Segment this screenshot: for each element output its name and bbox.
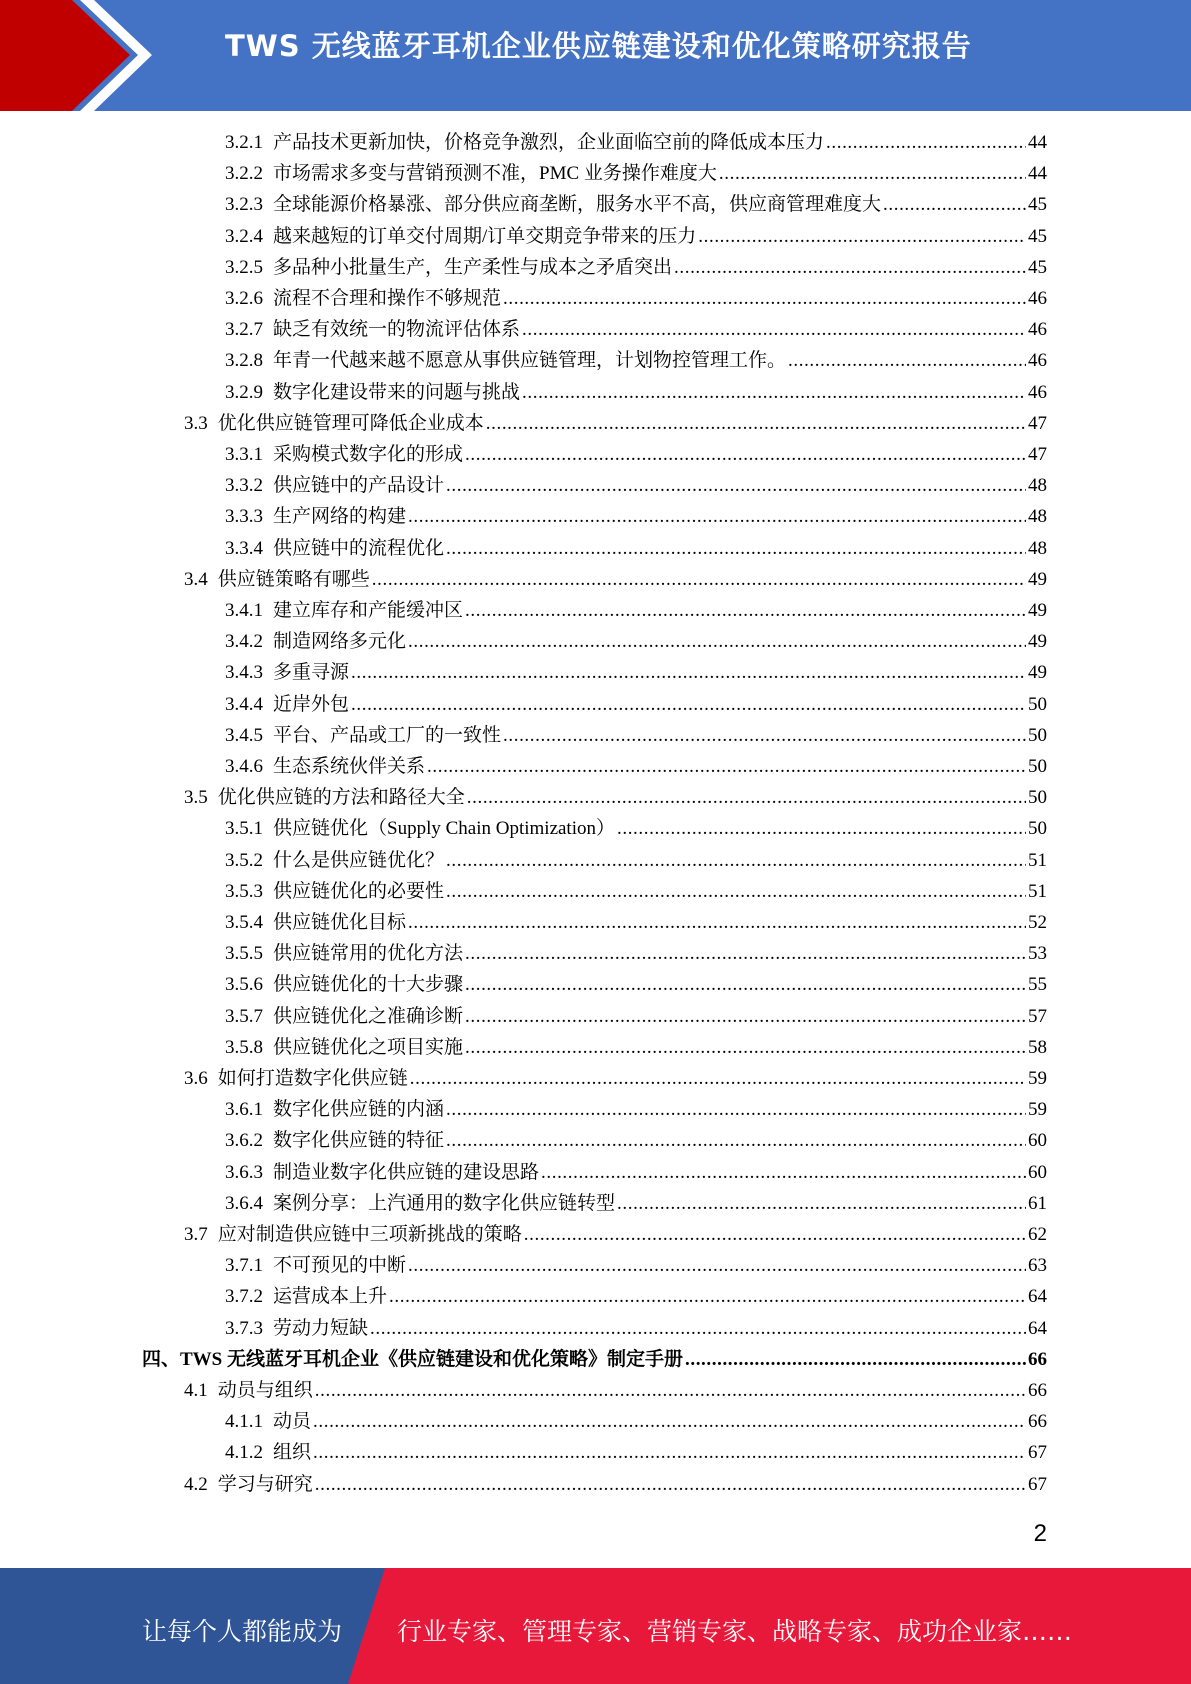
toc-dot-leader	[524, 1224, 1026, 1246]
toc-entry[interactable]	[225, 127, 1047, 158]
toc-dot-leader	[465, 1006, 1026, 1028]
toc-entry-title: 产品技术更新加快，价格竞争激烈，企业面临空前的降低成本压力	[273, 132, 825, 153]
toc-dot-leader	[446, 475, 1026, 497]
toc-entry-title: 近岸外包	[273, 693, 350, 715]
toc-entry-title: 供应链优化（Supply Chain Optimization）	[273, 818, 615, 840]
toc-entry-title: 缺乏有效统一的物流评估体系	[273, 319, 521, 341]
toc-entry-title: 制造网络多元化	[273, 631, 407, 653]
page-footer	[0, 1568, 1191, 1684]
toc-entry[interactable]	[225, 1406, 1047, 1437]
toc-entry[interactable]	[225, 221, 1047, 252]
toc-dot-leader	[465, 943, 1026, 965]
toc-entry-title: 建立库存和产能缓冲区	[273, 600, 464, 621]
toc-entry-page: 46	[1028, 319, 1047, 341]
toc-entry[interactable]	[225, 470, 1047, 501]
toc-entry[interactable]	[225, 595, 1047, 626]
toc-entry-title: 平台、产品或工厂的一致性	[273, 724, 502, 746]
toc-entry-number: 3.2.1	[225, 132, 263, 153]
toc-entry-page: 50	[1028, 724, 1047, 746]
toc-dot-leader	[315, 1474, 1026, 1496]
toc-entry-number: 3.7	[184, 1224, 208, 1245]
toc-entry-page: 44	[1028, 132, 1047, 153]
toc-entry[interactable]	[225, 1313, 1047, 1344]
toc-entry-number: 3.5.5	[225, 943, 263, 965]
toc-entry-number: 3.6.2	[225, 1130, 263, 1152]
toc-entry-page: 67	[1028, 1442, 1047, 1464]
toc-entry-number: 4.2	[184, 1473, 208, 1495]
toc-dot-leader	[351, 694, 1026, 716]
toc-entry-title: 优化供应链的方法和路径大全	[217, 787, 465, 809]
toc-entry-title: 案例分享：上汽通用的数字化供应链转型	[273, 1192, 616, 1214]
toc-entry-title: 多品种小批量生产，生产柔性与成本之矛盾突出	[273, 256, 673, 278]
toc-entry-page: 63	[1028, 1255, 1047, 1277]
toc-entry[interactable]	[225, 1157, 1047, 1188]
toc-entry[interactable]	[225, 1250, 1047, 1281]
toc-entry-title: 运营成本上升	[273, 1286, 388, 1308]
toc-entry[interactable]	[225, 283, 1047, 314]
toc-entry-number: 3.7.2	[225, 1286, 263, 1308]
toc-entry-number: 3.7.1	[225, 1255, 263, 1277]
toc-entry[interactable]	[184, 1063, 1047, 1094]
toc-entry-number: 4.1.2	[225, 1442, 263, 1464]
toc-dot-leader	[719, 163, 1026, 185]
page-number: 2	[1033, 1520, 1047, 1547]
toc-entry-page: 48	[1028, 506, 1047, 528]
toc-entry-number: 3.4.4	[225, 693, 263, 715]
toc-dot-leader	[503, 725, 1026, 747]
toc-dot-leader	[408, 912, 1026, 934]
toc-entry-title: 年青一代越来越不愿意从事供应链管理，计划物控管理工作。	[273, 350, 787, 372]
toc-entry[interactable]	[184, 1219, 1047, 1250]
toc-entry[interactable]	[225, 720, 1047, 751]
toc-dot-leader	[408, 506, 1026, 528]
toc-entry-title: 供应链优化之准确诊断	[273, 1005, 464, 1027]
toc-entry-number: 3.4.5	[225, 724, 263, 746]
toc-entry[interactable]	[225, 377, 1047, 408]
toc-entry-number: 3.5	[184, 787, 208, 809]
toc-entry[interactable]	[225, 1281, 1047, 1312]
toc-dot-leader	[465, 1037, 1026, 1059]
toc-entry-page: 51	[1028, 849, 1047, 871]
toc-entry-title: 劳动力短缺	[273, 1317, 369, 1339]
toc-entry-number: 3.4	[184, 568, 208, 590]
toc-entry-page: 51	[1028, 880, 1047, 902]
toc-entry[interactable]	[225, 345, 1047, 376]
toc-entry-number: 4.1.1	[225, 1411, 263, 1433]
toc-entry-number: 3.5.2	[225, 849, 263, 871]
toc-entry-number: 3.5.4	[225, 912, 263, 933]
footer-slogan-right: 行业专家、管理专家、营销专家、战略专家、成功企业家……	[397, 1617, 1073, 1646]
toc-entry-number: 3.3.1	[225, 444, 263, 465]
toc-entry-title: 学习与研究	[217, 1473, 313, 1495]
toc-entry-page: 55	[1028, 974, 1047, 996]
toc-entry-page: 59	[1028, 1068, 1047, 1089]
toc-dot-leader	[313, 1442, 1026, 1464]
toc-entry-page: 66	[1028, 1411, 1047, 1433]
toc-entry[interactable]	[225, 158, 1047, 189]
toc-entry-page: 48	[1028, 475, 1047, 497]
toc-dot-leader	[698, 226, 1026, 248]
toc-entry[interactable]	[225, 1094, 1047, 1125]
toc-entry-title: 供应链中的流程优化	[273, 537, 445, 559]
toc-entry-page: 52	[1028, 912, 1047, 933]
toc-entry-page: 45	[1028, 194, 1047, 216]
toc-dot-leader	[465, 974, 1026, 996]
toc-entry-page: 46	[1028, 288, 1047, 309]
toc-entry-page: 50	[1028, 693, 1047, 715]
toc-entry[interactable]	[225, 689, 1047, 720]
toc-dot-leader	[427, 756, 1026, 778]
toc-entry-number: 3.4.6	[225, 756, 263, 777]
toc-entry-page: 44	[1028, 163, 1047, 185]
toc-entry-page: 62	[1028, 1224, 1047, 1245]
toc-entry-number: 3.2.6	[225, 288, 263, 309]
toc-entry-number: 3.5.7	[225, 1005, 263, 1027]
toc-entry-number: 3.6.1	[225, 1099, 263, 1121]
toc-entry-title: 如何打造数字化供应链	[217, 1068, 408, 1089]
toc-entry[interactable]	[184, 1469, 1047, 1500]
toc-entry[interactable]	[225, 907, 1047, 938]
toc-entry-number: 3.4.2	[225, 631, 263, 653]
toc-entry-title: 供应链策略有哪些	[217, 568, 370, 590]
toc-entry-page: 47	[1028, 444, 1047, 465]
toc-entry-number: 3.7.3	[225, 1317, 263, 1339]
toc-entry[interactable]	[225, 751, 1047, 782]
toc-entry-number: 3.2.3	[225, 194, 263, 216]
toc-entry-number: 3.2.9	[225, 381, 263, 403]
toc-entry-title: 应对制造供应链中三项新挑战的策略	[217, 1224, 522, 1245]
toc-entry-title: 供应链优化的必要性	[273, 880, 445, 902]
toc-entry-page: 46	[1028, 350, 1047, 372]
toc-entry[interactable]	[225, 189, 1047, 220]
toc-entry[interactable]	[225, 938, 1047, 969]
toc-dot-leader	[486, 413, 1026, 435]
toc-dot-leader	[446, 538, 1026, 560]
toc-entry-title: 动员	[273, 1411, 312, 1433]
toc-dot-leader	[788, 350, 1026, 372]
toc-entry-page: 57	[1028, 1005, 1047, 1027]
toc-entry-page: 45	[1028, 225, 1047, 247]
toc-entry-number: 3.2.4	[225, 225, 263, 247]
toc-entry-number: 3.3.4	[225, 537, 263, 559]
toc-entry[interactable]	[225, 1001, 1047, 1032]
toc-entry[interactable]	[225, 1032, 1047, 1063]
toc-entry-title: 制造业数字化供应链的建设思路	[273, 1161, 540, 1183]
toc-entry-title: 多重寻源	[273, 662, 350, 684]
toc-dot-leader	[467, 787, 1026, 809]
toc-entry[interactable]	[225, 1188, 1047, 1219]
toc-dot-leader	[315, 1380, 1026, 1402]
toc-entry-title: 数字化供应链的内涵	[273, 1099, 445, 1121]
toc-entry-page: 50	[1028, 818, 1047, 840]
toc-dot-leader	[465, 444, 1026, 466]
toc-entry-title: 不可预见的中断	[273, 1255, 407, 1277]
toc-entry-page: 61	[1028, 1192, 1047, 1214]
toc-entry[interactable]	[225, 439, 1047, 470]
toc-dot-leader	[408, 631, 1026, 653]
toc-entry-number: 3.5.3	[225, 880, 263, 902]
toc-entry-title: 越来越短的订单交付周期/订单交期竞争带来的压力	[273, 225, 697, 247]
toc-entry-title: 生态系统伙伴关系	[273, 756, 426, 777]
toc-entry-title: 供应链中的产品设计	[273, 475, 445, 497]
toc-entry-page: 67	[1028, 1473, 1047, 1495]
toc-dot-leader	[674, 257, 1026, 279]
toc-entry[interactable]	[184, 782, 1047, 813]
toc-entry[interactable]	[225, 533, 1047, 564]
toc-entry-number: 3.4.3	[225, 662, 263, 684]
toc-entry-title: 全球能源价格暴涨、部分供应商垄断，服务水平不高，供应商管理难度大	[273, 194, 882, 216]
toc-entry-number: 3.5.8	[225, 1036, 263, 1058]
toc-entry-page: 47	[1028, 412, 1047, 434]
toc-dot-leader	[446, 1099, 1026, 1121]
toc-entry[interactable]	[184, 408, 1047, 439]
toc-dot-leader	[617, 1193, 1026, 1215]
toc-dot-leader	[351, 662, 1026, 684]
toc-dot-leader	[883, 194, 1026, 216]
toc-entry[interactable]	[225, 501, 1047, 532]
toc-entry[interactable]	[225, 252, 1047, 283]
toc-entry-title: 供应链优化目标	[273, 912, 407, 933]
toc-entry-page: 50	[1028, 787, 1047, 809]
toc-dot-leader	[408, 1255, 1026, 1277]
toc-entry-page: 49	[1028, 631, 1047, 653]
toc-entry[interactable]	[225, 813, 1047, 844]
toc-dot-leader	[617, 818, 1026, 840]
toc-entry-page: 59	[1028, 1099, 1047, 1121]
toc-dot-leader	[372, 569, 1026, 591]
toc-entry-number: 3.2.8	[225, 350, 263, 372]
toc-dot-leader	[465, 600, 1026, 622]
toc-entry-title: 四、TWS 无线蓝牙耳机企业《供应链建设和优化策略》制定手册	[142, 1348, 683, 1370]
toc-entry-title: 供应链常用的优化方法	[273, 943, 464, 965]
toc-entry[interactable]	[225, 626, 1047, 657]
toc-entry-page: 50	[1028, 756, 1047, 777]
toc-entry[interactable]	[225, 969, 1047, 1000]
toc-entry-number: 3.2.2	[225, 163, 263, 185]
toc-entry-page: 64	[1028, 1317, 1047, 1339]
toc-entry[interactable]	[225, 845, 1047, 876]
toc-entry-page: 66	[1028, 1380, 1047, 1401]
toc-dot-leader	[446, 1130, 1026, 1152]
toc-entry-title: 供应链优化之项目实施	[273, 1036, 464, 1058]
toc-entry[interactable]	[225, 1125, 1047, 1156]
toc-entry-title: 什么是供应链优化？	[273, 849, 445, 871]
toc-entry-page: 58	[1028, 1036, 1047, 1058]
toc-entry-number: 3.4.1	[225, 600, 263, 621]
toc-entry-number: 3.2.5	[225, 256, 263, 278]
toc-entry[interactable]	[225, 876, 1047, 907]
toc-entry-number: 3.3	[184, 412, 208, 434]
toc-entry-page: 53	[1028, 943, 1047, 965]
footer-slogan-left: 让每个人都能成为	[142, 1617, 343, 1646]
toc-entry-number: 3.5.1	[225, 818, 263, 840]
toc-entry-number: 3.6	[184, 1068, 208, 1089]
toc-dot-leader	[446, 850, 1026, 872]
toc-entry-page: 60	[1028, 1130, 1047, 1152]
toc-entry-title: 数字化供应链的特征	[273, 1130, 445, 1152]
toc-entry-title: 数字化建设带来的问题与挑战	[273, 381, 521, 403]
toc-entry-title: 组织	[273, 1442, 312, 1464]
page-header	[0, 0, 1191, 111]
toc-entry-page: 60	[1028, 1161, 1047, 1183]
toc-entry-number: 3.6.3	[225, 1161, 263, 1183]
toc-dot-leader	[370, 1318, 1026, 1340]
toc-dot-leader	[826, 132, 1026, 154]
toc-entry-page: 64	[1028, 1286, 1047, 1308]
toc-entry-page: 66	[1028, 1348, 1047, 1370]
toc-entry[interactable]	[225, 1437, 1047, 1468]
toc-dot-leader	[541, 1162, 1026, 1184]
header-title: TWS 无线蓝牙耳机企业供应链建设和优化策略研究报告	[225, 29, 972, 63]
toc-entry[interactable]	[142, 1344, 1047, 1375]
toc-dot-leader	[522, 319, 1026, 341]
toc-entry-title: 动员与组织	[217, 1380, 313, 1401]
toc-entry[interactable]	[225, 657, 1047, 688]
toc-entry-title: 优化供应链管理可降低企业成本	[217, 412, 484, 434]
toc-entry-number: 3.5.6	[225, 974, 263, 996]
toc-entry-page: 49	[1028, 600, 1047, 621]
toc-entry-page: 46	[1028, 381, 1047, 403]
toc-entry-page: 48	[1028, 537, 1047, 559]
toc-entry-number: 3.3.2	[225, 475, 263, 497]
toc-entry-page: 49	[1028, 568, 1047, 590]
toc-entry[interactable]	[225, 314, 1047, 345]
toc-entry-number: 3.2.7	[225, 319, 263, 341]
toc-dot-leader	[313, 1411, 1026, 1433]
toc-entry-number: 3.3.3	[225, 506, 263, 528]
toc-dot-leader	[685, 1349, 1026, 1371]
toc-entry-title: 流程不合理和操作不够规范	[273, 288, 502, 309]
toc-entry[interactable]	[184, 564, 1047, 595]
toc-dot-leader	[389, 1286, 1026, 1308]
toc-entry-page: 45	[1028, 256, 1047, 278]
toc-entry-number: 3.6.4	[225, 1192, 263, 1214]
toc-entry-title: 市场需求多变与营销预测不准，PMC 业务操作难度大	[273, 163, 717, 185]
toc-entry-title: 供应链优化的十大步骤	[273, 974, 464, 996]
toc-entry-number: 4.1	[184, 1380, 208, 1401]
header-arrow-decoration	[0, 0, 160, 111]
toc-dot-leader	[410, 1068, 1026, 1090]
toc-entry-title: 采购模式数字化的形成	[273, 444, 464, 465]
toc-entry-title: 生产网络的构建	[273, 506, 407, 528]
toc-dot-leader	[522, 382, 1026, 404]
toc-entry-page: 49	[1028, 662, 1047, 684]
toc-entry[interactable]	[184, 1375, 1047, 1406]
toc-dot-leader	[503, 288, 1026, 310]
toc-dot-leader	[446, 881, 1026, 903]
